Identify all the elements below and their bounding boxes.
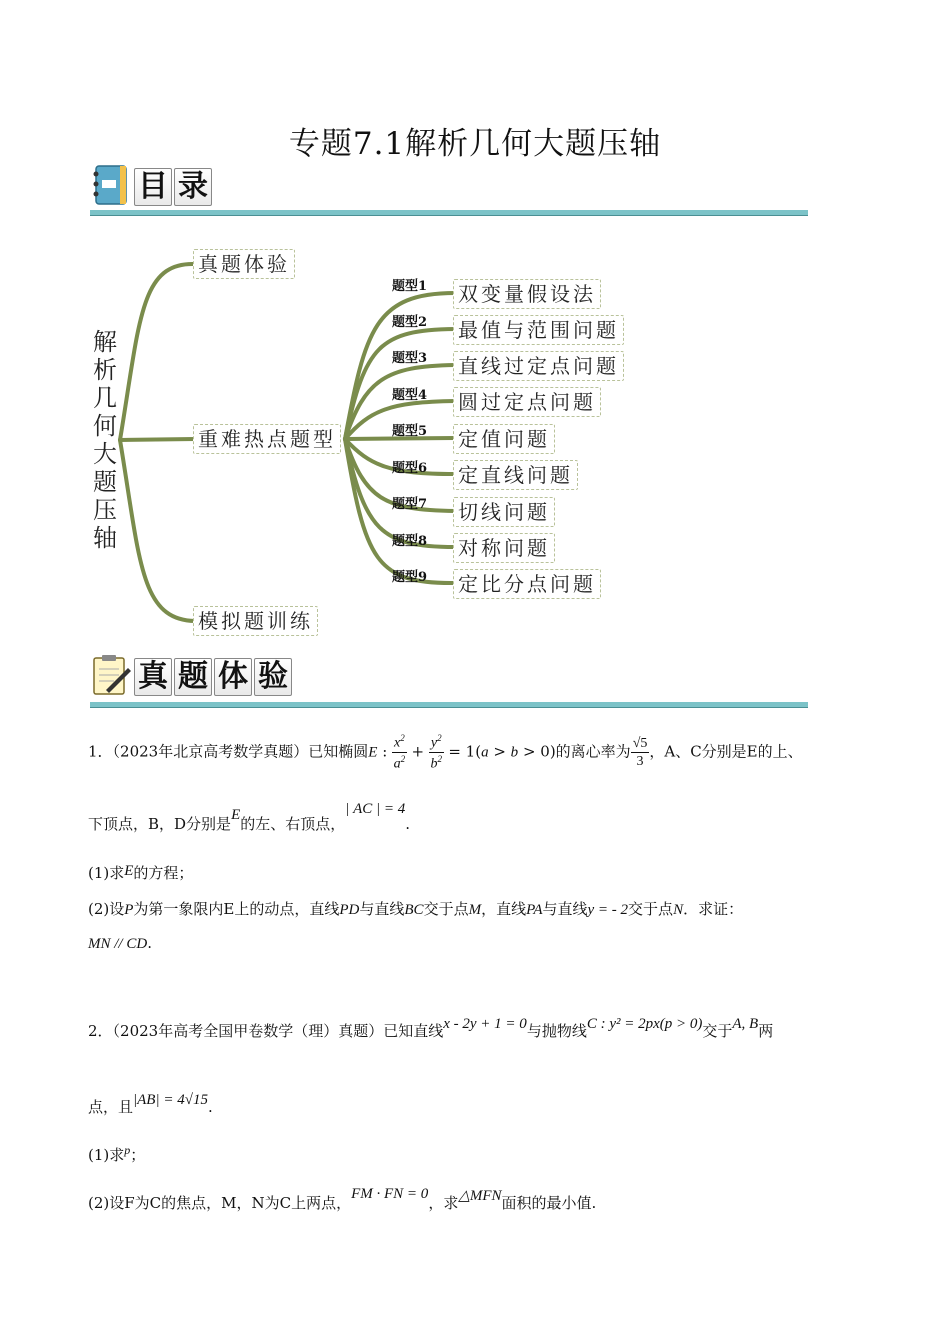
type-tag: 题型1 (392, 279, 428, 294)
branch-key-types[interactable]: 重难热点题型 (193, 424, 341, 454)
branch-mock-training[interactable]: 模拟题训练 (193, 606, 318, 636)
heading-char: 验 (254, 658, 292, 696)
type-tag: 题型3 (392, 351, 428, 366)
branch-real-exams[interactable]: 真题体验 (193, 249, 295, 279)
section-divider (90, 702, 808, 708)
type-item[interactable]: 最值与范围问题 (453, 315, 624, 345)
problem-2-part-1: (1)求$^p$； (88, 1143, 146, 1164)
problem-1-part-1: (1)求E的方程； (88, 863, 194, 882)
problem-1-part-2: (2)设P为第一象限内E上的动点，直线PD与直线BC交于点M，直线PA与直线y = - 2交于点N．求证： (88, 900, 744, 918)
problem-1-line-2: 下顶点，B，D分别是E的左、右顶点，| AC | = 4. (88, 801, 411, 833)
heading-char: 真 (134, 658, 172, 696)
problem-2-part-2: (2)设F为C的焦点，M，N为C上两点，FM · FN = 0，求△MFN面积的最小值. (88, 1186, 597, 1212)
heading-char: 体 (214, 658, 252, 696)
type-tag: 题型9 (392, 570, 428, 585)
type-item[interactable]: 定直线问题 (453, 460, 578, 490)
type-item[interactable]: 切线问题 (453, 497, 555, 527)
type-item[interactable]: 定比分点问题 (453, 569, 601, 599)
type-item[interactable]: 对称问题 (453, 533, 555, 563)
type-tag: 题型5 (392, 424, 428, 439)
type-tag: 题型8 (392, 534, 428, 549)
problem-1-line-1: 1．（2023年北京高考数学真题）已知椭圆E : $\frac{x^2}{a^2}$ + $\frac{y^2}{b^2}$ = 1(a > b > 0)的离心率为 $\frac{√5}{3}$ ，A、C分别是E的上、 (88, 733, 803, 772)
type-item[interactable]: 圆过定点问题 (453, 387, 601, 417)
notepad-pencil-icon (90, 654, 132, 696)
problem-1-conclusion: MN // CD. (88, 934, 152, 952)
type-item[interactable]: 定值问题 (453, 424, 555, 454)
type-tag: 题型7 (392, 497, 428, 512)
heading-char: 题 (174, 658, 212, 696)
problem-2-line-1: 2．（2023年高考全国甲卷数学（理）真题）已知直线x - 2y + 1 = 0与抛物线C : y² = 2px(p > 0)交于A, B两 (88, 1016, 774, 1040)
heading-char: 目 (134, 168, 172, 206)
type-item[interactable]: 直线过定点问题 (453, 351, 624, 381)
type-tag: 题型4 (392, 388, 428, 403)
problem-2-line-2: 点，且|AB| = 4√15. (88, 1092, 213, 1116)
type-tag: 题型2 (392, 315, 428, 330)
type-tag: 题型6 (392, 461, 428, 476)
mindmap-root: 解 析 几 何 大 题 压 轴 (93, 328, 117, 552)
heading-char: 录 (174, 168, 212, 206)
page-title: 专题7.1解析几何大题压轴 (288, 126, 662, 162)
type-item[interactable]: 双变量假设法 (453, 279, 601, 309)
